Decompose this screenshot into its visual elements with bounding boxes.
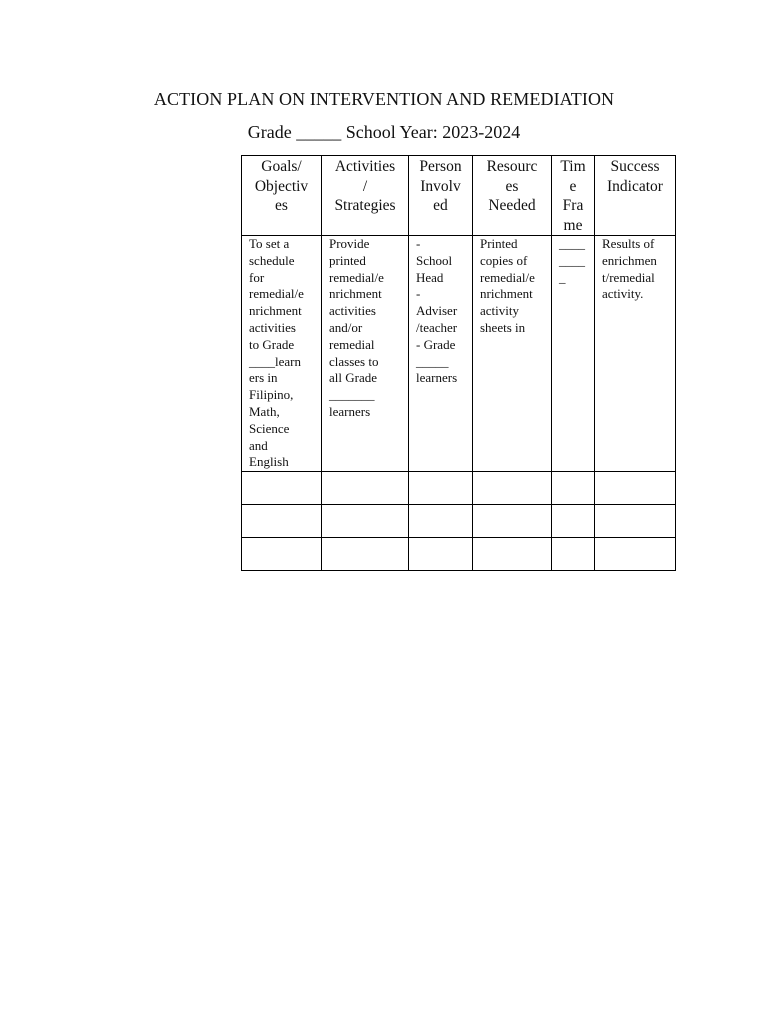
document-title <box>0 89 768 110</box>
empty-cell <box>322 505 409 538</box>
cell-time-frame: ____ ____ _ <box>552 236 595 472</box>
empty-cell <box>595 472 676 505</box>
header-person-involved: Person Involv ed <box>409 156 473 236</box>
cell-activities-strategies: Provide printed remedial/e nrichment activities and/or remedial classes to all Grade _______ learners <box>322 236 409 472</box>
empty-cell <box>473 538 552 571</box>
empty-cell <box>409 505 473 538</box>
header-success-indicator: Success Indicator <box>595 156 676 236</box>
empty-cell <box>595 538 676 571</box>
cell-person-involved: - School Head - Adviser /teacher - Grade _____ learners <box>409 236 473 472</box>
cell-goals-objectives: To set a schedule for remedial/e nrichment activities to Grade ____learn ers in Filipino, Math, Science and English <box>242 236 322 472</box>
table-header-row <box>242 156 676 236</box>
empty-cell <box>322 472 409 505</box>
document-title-text: ACTION PLAN ON INTERVENTION AND REMEDIATION <box>153 89 615 109</box>
empty-cell <box>242 505 322 538</box>
document-subtitle-text: Grade _____ School Year: 2023-2024 <box>247 122 521 142</box>
empty-cell <box>552 505 595 538</box>
table-row <box>242 236 676 472</box>
cell-resources-needed: Printed copies of remedial/e nrichment activity sheets in <box>473 236 552 472</box>
empty-cell <box>409 472 473 505</box>
empty-table-row <box>242 472 676 505</box>
empty-cell <box>322 538 409 571</box>
empty-cell <box>552 538 595 571</box>
empty-table-row <box>242 538 676 571</box>
empty-cell <box>595 505 676 538</box>
empty-cell <box>242 538 322 571</box>
empty-table-row <box>242 505 676 538</box>
cell-success-indicator: Results of enrichmen t/remedial activity. <box>595 236 676 472</box>
empty-cell <box>473 505 552 538</box>
document-subtitle <box>0 122 768 143</box>
empty-cell <box>242 472 322 505</box>
header-time-frame: Tim e Fra me <box>552 156 595 236</box>
header-resources-needed: Resourc es Needed <box>473 156 552 236</box>
empty-cell <box>552 472 595 505</box>
empty-cell <box>473 472 552 505</box>
header-goals-objectives: Goals/ Objectiv es <box>242 156 322 236</box>
header-activities-strategies: Activities / Strategies <box>322 156 409 236</box>
action-plan-table <box>241 155 676 571</box>
empty-cell <box>409 538 473 571</box>
